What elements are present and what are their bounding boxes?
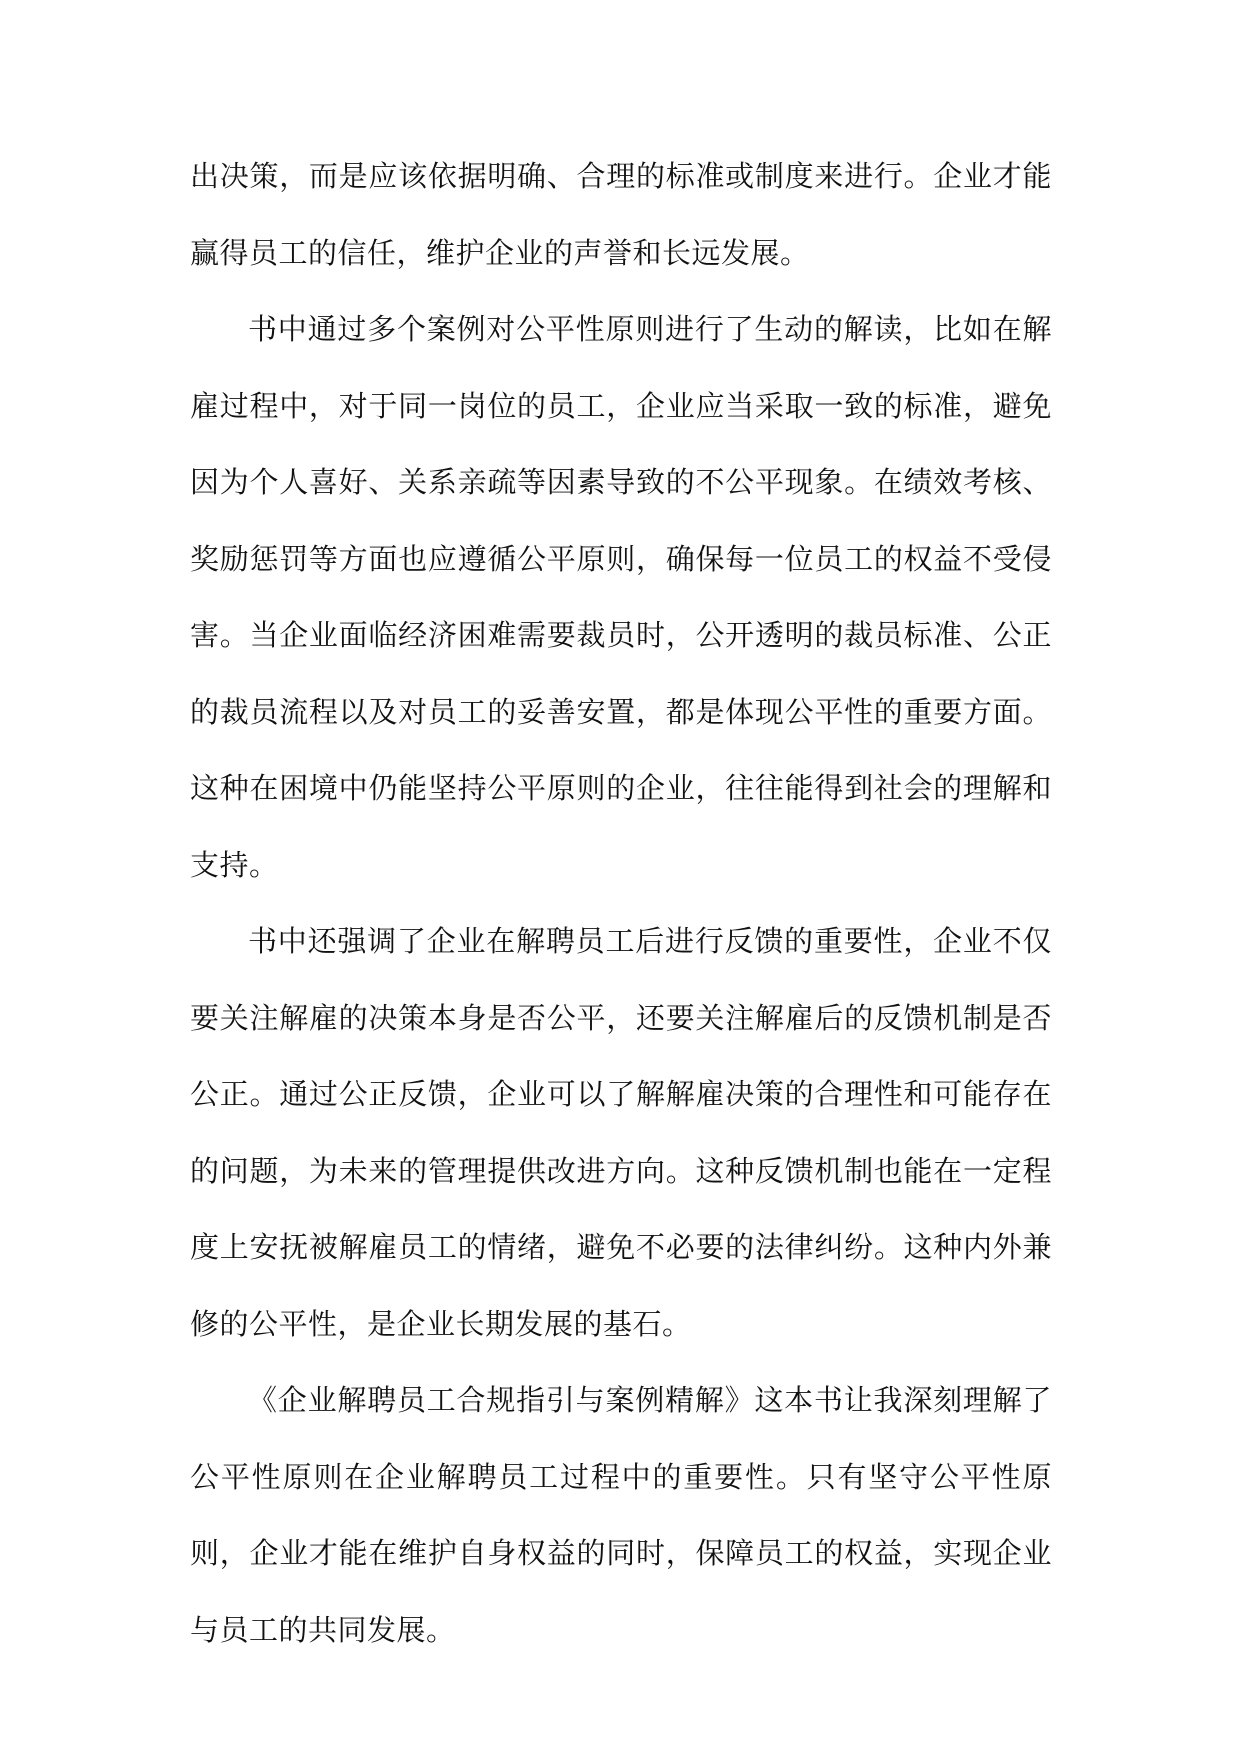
document-body xyxy=(190,138,1052,1668)
paragraph-conclusion: 《企业解聘员工合规指引与案例精解》这本书让我深刻理解了公平性原则在企业解聘员工过程中的重要性。只有坚守公平性原则，企业才能在维护自身权益的同时，保障员工的权益，实现企业与员工的共同发展。 xyxy=(190,1383,1052,1647)
paragraph-case-analysis: 书中通过多个案例对公平性原则进行了生动的解读，比如在解雇过程中，对于同一岗位的员工，企业应当采取一致的标准，避免因为个人喜好、关系亲疏等因素导致的不公平现象。在绩效考核、奖励惩罚等方面也应遵循公平原则，确保每一位员工的权益不受侵害。当企业面临经济困难需要裁员时，公开透明的裁员标准、公正的裁员流程以及对员工的妥善安置，都是体现公平性的重要方面。这种在困境中仍能坚持公平原则的企业，往往能得到社会的理解和支持。 xyxy=(190,312,1052,882)
paragraph-feedback: 书中还强调了企业在解聘员工后进行反馈的重要性，企业不仅要关注解雇的决策本身是否公平，还要关注解雇后的反馈机制是否公正。通过公正反馈，企业可以了解解雇决策的合理性和可能存在的问题，为未来的管理提供改进方向。这种反馈机制也能在一定程度上安抚被解雇员工的情绪，避免不必要的法律纠纷。这种内外兼修的公平性，是企业长期发展的基石。 xyxy=(190,924,1052,1341)
paragraph-continuation: 出决策，而是应该依据明确、合理的标准或制度来进行。企业才能赢得员工的信任，维护企业的声誉和长远发展。 xyxy=(190,159,1052,270)
